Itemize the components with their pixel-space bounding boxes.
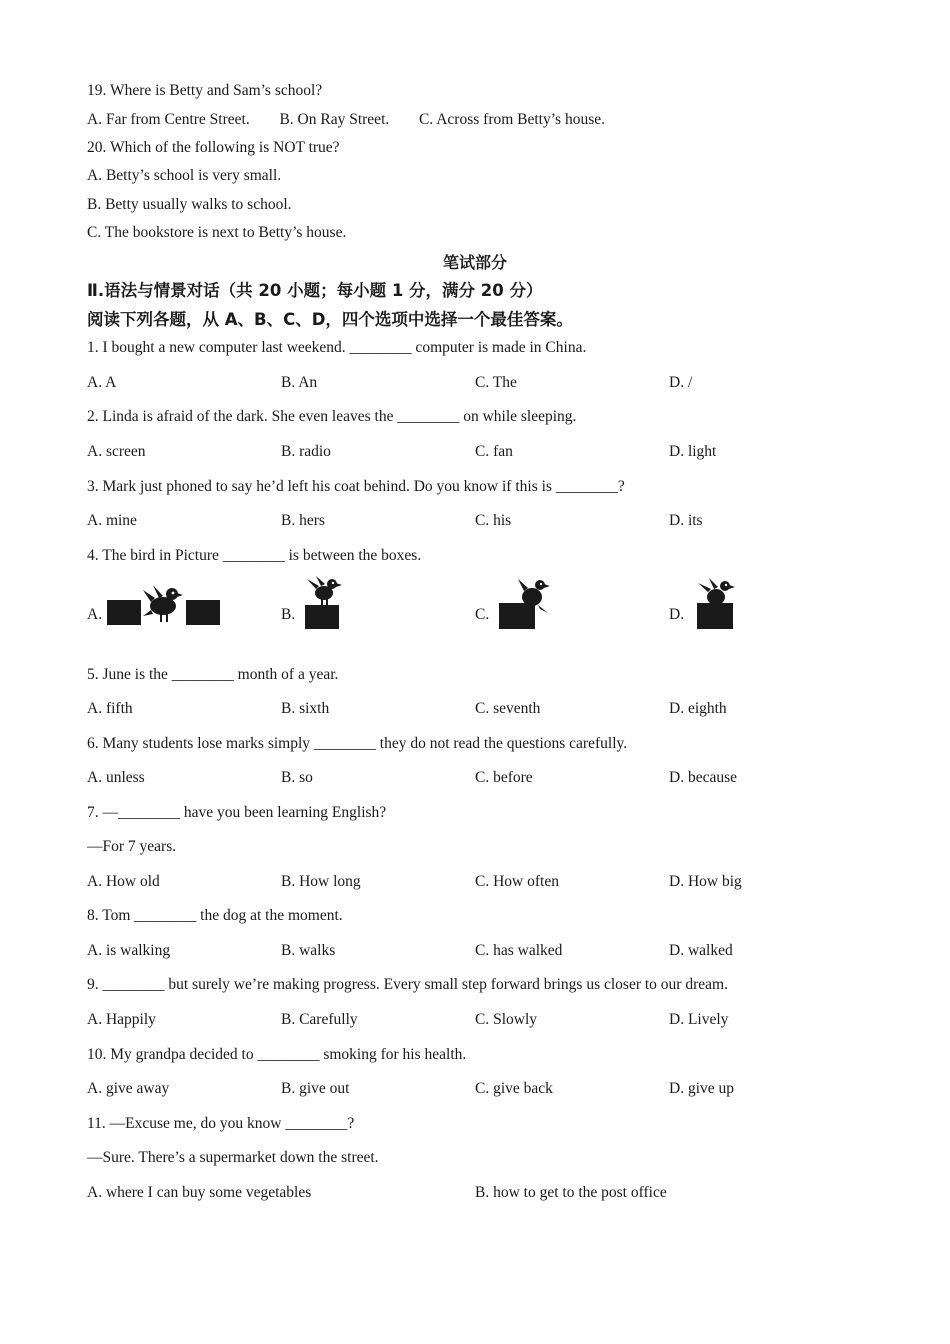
q9-option-d: D. Lively xyxy=(669,1011,729,1028)
q20-option-a: A. Betty’s school is very small. xyxy=(87,167,282,184)
q1-option-b: B. An xyxy=(281,374,318,391)
q4-picture-c xyxy=(496,575,556,631)
q19-option-b: B. On Ray Street. xyxy=(279,111,390,128)
q10-option-a: A. give away xyxy=(87,1080,170,1097)
q1-option-d: D. / xyxy=(669,374,693,391)
q1-option-a: A. A xyxy=(87,374,117,391)
q2-option-d: D. light xyxy=(669,443,717,460)
q10-option-d: D. give up xyxy=(669,1080,735,1097)
q7-option-c: C. How often xyxy=(475,873,559,890)
q8-option-d: D. walked xyxy=(669,942,733,959)
q5-option-a: A. fifth xyxy=(87,700,133,717)
q20-option-b: B. Betty usually walks to school. xyxy=(87,196,292,213)
q19-options xyxy=(87,110,605,130)
q2-text: 2. Linda is afraid of the dark. She even leaves the ________ on while sleeping. xyxy=(87,408,577,425)
q7-option-a: A. How old xyxy=(87,873,160,890)
q4-picture-d xyxy=(694,575,740,631)
q9-option-a: A. Happily xyxy=(87,1011,156,1028)
q6-option-a: A. unless xyxy=(87,769,145,786)
q1-text: 1. I bought a new computer last weekend. ________ computer is made in China. xyxy=(87,339,587,356)
q5-text: 5. June is the ________ month of a year. xyxy=(87,666,339,683)
q4-text: 4. The bird in Picture ________ is between the boxes. xyxy=(87,547,422,564)
q7-text: 7. —________ have you been learning English? xyxy=(87,804,387,821)
q20-text: 20. Which of the following is NOT true? xyxy=(87,139,340,156)
q2-option-a: A. screen xyxy=(87,443,146,460)
q19-option-a: A. Far from Centre Street. xyxy=(87,111,250,128)
q4-option-c-label: C. xyxy=(475,606,490,623)
q3-option-a: A. mine xyxy=(87,512,137,529)
section-title: 笔试部分 xyxy=(442,253,507,272)
section-instruction: 阅读下列各题，从 A、B、C、D，四个选项中选择一个最佳答案。 xyxy=(87,310,573,329)
q1-option-c: C. The xyxy=(475,374,517,391)
q2-option-b: B. radio xyxy=(281,443,331,460)
q6-option-b: B. so xyxy=(281,769,313,786)
q9-option-c: C. Slowly xyxy=(475,1011,538,1028)
q6-text: 6. Many students lose marks simply ________ they do not read the questions carefully. xyxy=(87,735,628,752)
q3-option-c: C. his xyxy=(475,512,512,529)
q7-reply: —For 7 years. xyxy=(87,838,177,855)
q8-option-c: C. has walked xyxy=(475,942,563,959)
q7-option-d: D. How big xyxy=(669,873,742,890)
q4-option-d-label: D. xyxy=(669,606,685,623)
q4-option-a-label: A. xyxy=(87,606,103,623)
q7-option-b: B. How long xyxy=(281,873,361,890)
q19-text: 19. Where is Betty and Sam’s school? xyxy=(87,82,323,99)
q3-text: 3. Mark just phoned to say he’d left his coat behind. Do you know if this is ________? xyxy=(87,478,625,495)
q4-option-b-label: B. xyxy=(281,606,296,623)
q5-option-d: D. eighth xyxy=(669,700,727,717)
q11-reply: —Sure. There’s a supermarket down the street. xyxy=(87,1149,379,1166)
q11-text: 11. —Excuse me, do you know ________? xyxy=(87,1115,355,1132)
q4-picture-a xyxy=(105,582,223,628)
q10-option-c: C. give back xyxy=(475,1080,553,1097)
q3-option-d: D. its xyxy=(669,512,703,529)
q11-option-a: A. where I can buy some vegetables xyxy=(87,1184,312,1201)
q8-option-a: A. is walking xyxy=(87,942,171,959)
section-heading: Ⅱ.语法与情景对话（共 20 小题；每小题 1 分，满分 20 分） xyxy=(87,281,543,300)
q10-option-b: B. give out xyxy=(281,1080,350,1097)
q9-option-b: B. Carefully xyxy=(281,1011,358,1028)
q6-option-d: D. because xyxy=(669,769,737,786)
q5-option-c: C. seventh xyxy=(475,700,541,717)
q10-text: 10. My grandpa decided to ________ smoking for his health. xyxy=(87,1046,467,1063)
q19-option-c: C. Across from Betty’s house. xyxy=(419,111,605,128)
q8-option-b: B. walks xyxy=(281,942,336,959)
q6-option-c: C. before xyxy=(475,769,533,786)
q11-option-b: B. how to get to the post office xyxy=(475,1184,667,1201)
q20-option-c: C. The bookstore is next to Betty’s house. xyxy=(87,224,347,241)
q5-option-b: B. sixth xyxy=(281,700,330,717)
q8-text: 8. Tom ________ the dog at the moment. xyxy=(87,907,343,924)
q9-text: 9. ________ but surely we’re making progress. Every small step forward brings us closer to our dream. xyxy=(87,976,728,993)
q3-option-b: B. hers xyxy=(281,512,325,529)
q2-option-c: C. fan xyxy=(475,443,513,460)
q4-picture-b xyxy=(302,575,348,631)
